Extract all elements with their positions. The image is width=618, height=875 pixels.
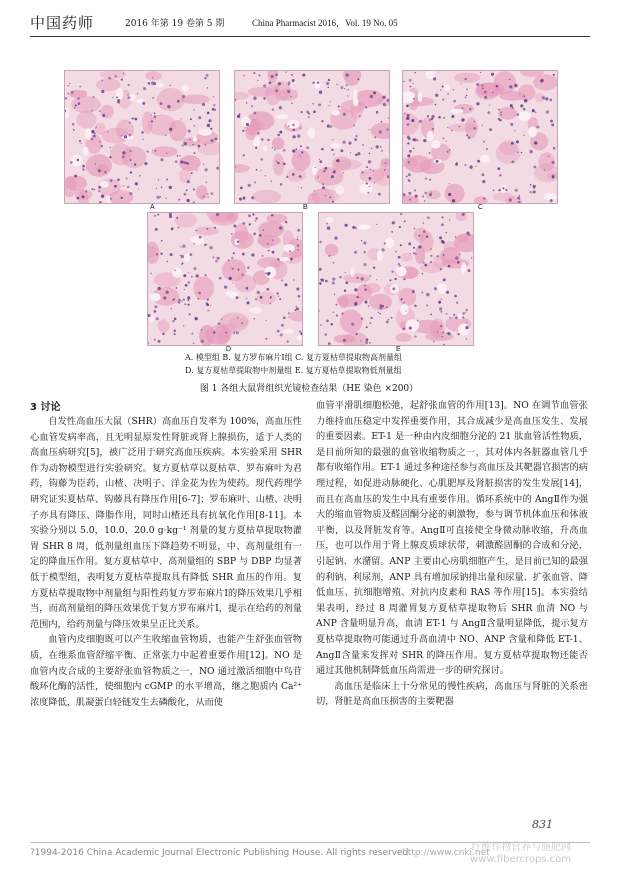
journal-name: 中国药师 xyxy=(30,14,95,32)
micrograph-panel-a xyxy=(64,70,220,204)
copyright-footer: ?1994-2016 China Academic Journal Electronic Publishing House. All rights reserved. xyxy=(30,848,412,858)
panel-label-c: C xyxy=(478,204,484,211)
running-header xyxy=(30,12,590,34)
header-rule xyxy=(30,36,590,37)
micrograph-panel-c xyxy=(402,70,558,204)
micrograph-panel-d xyxy=(147,212,303,346)
left-paragraph-2: 血管内皮细胞既可以产生收缩血管物质，也能产生舒张血管物质，在维系血管舒缩平衡、正常张力中起着重要作用[12]。NO 是血管内皮合成的主要舒张血管物质之一，NO 通过激活细胞中鸟苷酸环化酶的活性，使细胞内 cGMP 的水平增高，继之胞质内 Ca²⁺ 浓度降低，肌凝蛋白轻链发生去磷酸化，从而使 xyxy=(30,634,302,708)
tissue-texture xyxy=(65,71,219,203)
micrograph-panel-b xyxy=(234,70,390,204)
tissue-texture xyxy=(148,213,302,345)
footer-url[interactable]: http://www.cnki.net xyxy=(402,848,490,858)
right-paragraph-2: 高血压是临床上十分常见的慢性疾病，高血压与肾脏的关系密切，肾脏是高血压损害的主要靶器 xyxy=(316,680,588,708)
left-paragraph-1: 自发性高血压大鼠（SHR）高血压自发率为 100%，高血压性心血管发病率高，且无明显原发性肾脏或肾上腺损伤，适于人类的高血压病研究[5]，被广泛用于研究高血压疾病。本实验采用 SHR 作为动物模型进行实验研究。复方夏枯草以夏枯草、罗布麻叶为君药，钩藤为臣药，山楂、决明子、洋金花为佐为使药。现代药理学研究证实夏枯草、钩藤具有降压作用[6-7]；罗布麻叶、山楂、决明子亦具有降压、降脂作用，同时山楂还具有抗氧化作用[8-11]。本实验分别以 5.0，10.0，20.0 g·kg⁻¹ 剂量的复方夏枯草提取物灌胃 SHR 8 周，低剂量组血压下降趋势不明显，中、高剂量组有一定的降血压作用。复方夏枯草中、高剂量组的 SBP 与 DBP 均显著低于模型组，表明复方夏枯草提取具有降低 SHR 血压的作用。复方夏枯草提取物中剂量组与阳性药复方罗布麻片Ⅰ的降压效果几乎相当，而高剂量组的降压效果优于复方罗布麻片Ⅰ，提示在给药的剂量范围内，给药剂量与降压效果呈正比关系。 xyxy=(30,416,302,630)
figure-caption: 图 1 各组大鼠肾组织光镜检查结果（HE 染色 ×200） xyxy=(199,384,419,394)
panel-label-a: A xyxy=(150,204,155,211)
right-paragraph-1: 血管平滑肌细胞松弛，起舒张血管的作用[13]。NO 在调节血管张力维持血压稳定中发挥重要作用，其合成减少是高血压发生、发展的重要因素。ET-1 是一种由内皮细胞分泌的 21 肽血管活性物质，是目前所知的最强的血管收缩物质之一，其对体内各脏器血管几乎都有收缩作用。ET-1 通过多种途径参与高血压及其靶器官损害的病理过程，如促进动脉硬化、心肌肥厚及肾脏损害的发生发展[14]，而且在高血压的发生中具有重要作用。循环系统中的 AngⅡ作为强大的缩血管物质及醛固酮分泌的刺激物，参与调节机体血压和体液平衡，以及肾脏发育等。AngⅡ可直接使全身微动脉收缩，升高血压，也可以作用于肾上腺皮质球状带，刺激醛固酮的合成和分泌，引起钠、水潴留。ANP 主要由心房肌细胞产生，是目前已知的最强的利钠、利尿剂，ANP 具有增加尿钠排出量和尿量、扩张血管、降低血压、抗细胞增殖、对抗内皮素和 RAS 等作用[15]。本实验结果表明，经过 8 周灌胃复方夏枯草提取物后 SHR 血清 NO 与 ANP 含量明显升高，血清 ET-1 与 AngⅡ含量明显降低，提示复方夏枯草提取物可能通过升高血清中 NO、ANP 含量和降低 ET-1、AngⅡ含量来发挥对 SHR 的降压作用。复方夏枯草提取物还能否通过其他机制降低血压尚需进一步的研究探讨。 xyxy=(316,400,588,677)
micrograph-panel-e xyxy=(318,212,474,346)
figure-legend-line-1: A. 模型组 B. 复方罗布麻片Ⅰ组 C. 复方夏枯草提取物高剂量组 xyxy=(185,353,402,362)
watermark-line-1: 纤维作物营养与施肥网 xyxy=(471,842,572,853)
tissue-texture xyxy=(235,71,389,203)
page-number: 831 xyxy=(532,818,553,831)
figure-legend-line-2: D. 复方夏枯草提取物中剂量组 E. 复方夏枯草提取物低剂量组 xyxy=(185,366,402,375)
section-title: 3 讨论 xyxy=(30,402,61,413)
panel-label-e: E xyxy=(396,346,401,353)
right-text-column xyxy=(316,398,588,710)
issue-info-en: China Pharmacist 2016，Vol. 19 No. 05 xyxy=(252,18,398,28)
tissue-texture xyxy=(319,213,473,345)
watermark xyxy=(470,842,571,866)
watermark-line-2: www.fibercrops.com xyxy=(470,854,572,865)
left-text-column xyxy=(30,414,302,710)
issue-info-cn: 2016 年第 19 卷第 5 期 xyxy=(125,19,225,29)
panel-label-b: B xyxy=(303,204,308,211)
panel-label-d: D xyxy=(226,346,232,353)
tissue-texture xyxy=(403,71,557,203)
